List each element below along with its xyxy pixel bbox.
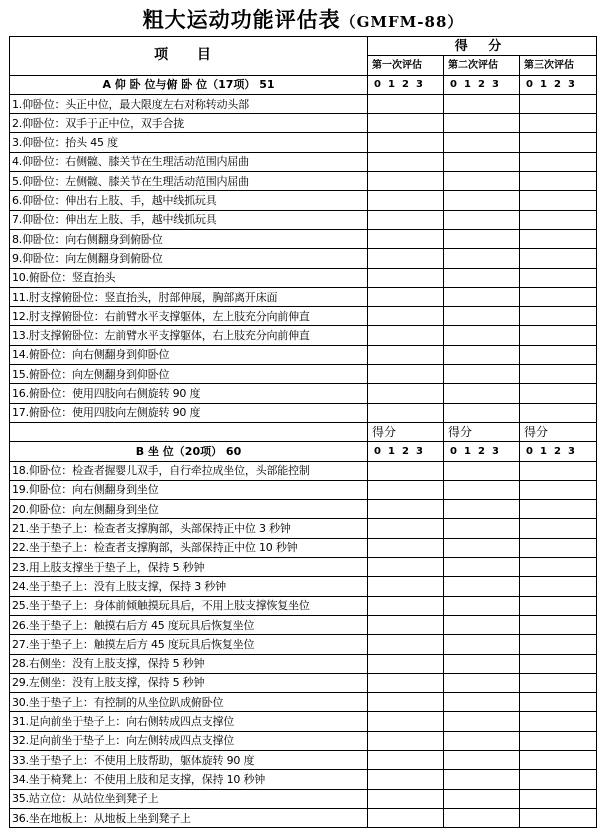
score-cell-eval-1[interactable]: [368, 538, 444, 557]
score-cell-eval-3[interactable]: [520, 345, 597, 364]
score-cell-eval-2[interactable]: [444, 210, 520, 229]
score-cell-eval-3[interactable]: [520, 693, 597, 712]
item-row: [10, 191, 597, 210]
item-row: [10, 673, 597, 692]
score-cell-eval-2[interactable]: [444, 461, 520, 480]
score-cell-eval-1[interactable]: [368, 712, 444, 731]
score-cell-eval-3[interactable]: [520, 750, 597, 769]
score-cell-eval-3[interactable]: [520, 480, 597, 499]
score-cell-eval-3[interactable]: [520, 519, 597, 538]
item-row: [10, 287, 597, 306]
score-cell-eval-1[interactable]: [368, 558, 444, 577]
item-label: 19.仰卧位：向右侧翻身到坐位: [10, 480, 368, 499]
score-cell-eval-2[interactable]: [444, 808, 520, 827]
item-row: [10, 480, 597, 499]
item-label: 35.站立位：从站位坐到凳子上: [10, 789, 368, 808]
score-cell-eval-3[interactable]: [520, 229, 597, 248]
item-label: 5.仰卧位：左侧髋、膝关节在生理活动范围内屈曲: [10, 172, 368, 191]
score-cell-eval-2[interactable]: [444, 94, 520, 113]
score-cell-eval-1[interactable]: [368, 403, 444, 422]
item-row: [10, 693, 597, 712]
item-row: [10, 789, 597, 808]
item-row: [10, 538, 597, 557]
scale-eval-1: 0 1 2 3: [368, 75, 444, 94]
score-cell-eval-3[interactable]: [520, 673, 597, 692]
score-cell-eval-2[interactable]: [444, 307, 520, 326]
score-cell-eval-2[interactable]: [444, 519, 520, 538]
item-label: 20.仰卧位：向左侧翻身到坐位: [10, 500, 368, 519]
score-cell-eval-3[interactable]: [520, 191, 597, 210]
score-cell-eval-1[interactable]: [368, 191, 444, 210]
item-row: [10, 577, 597, 596]
item-label: 26.坐于垫子上：触摸右后方 45 度玩具后恢复坐位: [10, 615, 368, 634]
score-label-eval-2: 得分: [444, 422, 520, 441]
eval-2-header: 第二次评估: [444, 56, 520, 75]
score-cell-eval-3[interactable]: [520, 403, 597, 422]
score-cell-eval-1[interactable]: [368, 577, 444, 596]
score-cell-eval-2[interactable]: [444, 615, 520, 634]
score-cell-eval-1[interactable]: [368, 789, 444, 808]
blank-cell: [10, 422, 368, 441]
item-row: [10, 152, 597, 171]
item-label: 29.左侧坐：没有上肢支撑，保持 5 秒钟: [10, 673, 368, 692]
score-cell-eval-3[interactable]: [520, 615, 597, 634]
item-label: 18.仰卧位：检查者握婴儿双手，自行牵拉成坐位，头部能控制: [10, 461, 368, 480]
item-row: [10, 94, 597, 113]
item-row: [10, 249, 597, 268]
item-row: [10, 635, 597, 654]
item-label: 4.仰卧位：右侧髋、膝关节在生理活动范围内屈曲: [10, 152, 368, 171]
section-a-header: [10, 75, 597, 94]
item-row: [10, 596, 597, 615]
score-cell-eval-2[interactable]: [444, 693, 520, 712]
score-cell-eval-3[interactable]: [520, 172, 597, 191]
score-label-eval-1: 得分: [368, 422, 444, 441]
score-cell-eval-1[interactable]: [368, 654, 444, 673]
score-cell-eval-1[interactable]: [368, 229, 444, 248]
score-cell-eval-1[interactable]: [368, 693, 444, 712]
score-cell-eval-3[interactable]: [520, 307, 597, 326]
score-cell-eval-3[interactable]: [520, 596, 597, 615]
item-label: 2.仰卧位：双手于正中位，双手合拢: [10, 114, 368, 133]
item-row: [10, 210, 597, 229]
score-cell-eval-2[interactable]: [444, 770, 520, 789]
item-row: [10, 770, 597, 789]
score-cell-eval-2[interactable]: [444, 345, 520, 364]
item-label: 33.坐于垫子上：不使用上肢帮助，躯体旋转 90 度: [10, 750, 368, 769]
item-label: 16.俯卧位：使用四肢向右侧旋转 90 度: [10, 384, 368, 403]
score-cell-eval-2[interactable]: [444, 114, 520, 133]
item-label: 11.肘支撑俯卧位：竖直抬头，肘部伸展，胸部离开床面: [10, 287, 368, 306]
score-cell-eval-1[interactable]: [368, 345, 444, 364]
item-row: [10, 500, 597, 519]
score-cell-eval-2[interactable]: [444, 577, 520, 596]
item-row: [10, 519, 597, 538]
item-label: 28.右侧坐：没有上肢支撑，保持 5 秒钟: [10, 654, 368, 673]
score-cell-eval-1[interactable]: [368, 268, 444, 287]
score-cell-eval-2[interactable]: [444, 172, 520, 191]
score-cell-eval-1[interactable]: [368, 287, 444, 306]
item-label: 13.肘支撑俯卧位：左前臂水平支撑躯体，右上肢充分向前伸直: [10, 326, 368, 345]
score-cell-eval-3[interactable]: [520, 500, 597, 519]
score-cell-eval-3[interactable]: [520, 114, 597, 133]
score-cell-eval-2[interactable]: [444, 229, 520, 248]
item-label: 31.足向前坐于垫子上：向右侧转成四点支撑位: [10, 712, 368, 731]
item-label: 30.坐于垫子上：有控制的从坐位趴成俯卧位: [10, 693, 368, 712]
section-a-title: A 仰 卧 位与俯 卧 位（17项） 51: [10, 75, 368, 94]
score-cell-eval-3[interactable]: [520, 577, 597, 596]
item-row: [10, 229, 597, 248]
section-b-header: [10, 442, 597, 461]
score-cell-eval-1[interactable]: [368, 152, 444, 171]
score-cell-eval-1[interactable]: [368, 500, 444, 519]
score-cell-eval-3[interactable]: [520, 538, 597, 557]
page-title: [0, 4, 606, 34]
item-row: [10, 615, 597, 634]
item-row: [10, 172, 597, 191]
score-cell-eval-2[interactable]: [444, 558, 520, 577]
score-cell-eval-3[interactable]: [520, 365, 597, 384]
score-cell-eval-3[interactable]: [520, 94, 597, 113]
item-row: [10, 345, 597, 364]
score-cell-eval-1[interactable]: [368, 480, 444, 499]
score-cell-eval-3[interactable]: [520, 731, 597, 750]
eval-1-header: 第一次评估: [368, 56, 444, 75]
score-cell-eval-1[interactable]: [368, 731, 444, 750]
score-cell-eval-3[interactable]: [520, 326, 597, 345]
scale-b-eval-3: 0 1 2 3: [520, 442, 597, 461]
item-label: 23.用上肢支撑坐于垫子上，保持 5 秒钟: [10, 558, 368, 577]
score-cell-eval-3[interactable]: [520, 152, 597, 171]
score-cell-eval-2[interactable]: [444, 538, 520, 557]
scale-b-eval-2: 0 1 2 3: [444, 442, 520, 461]
item-label: 12.肘支撑俯卧位：右前臂水平支撑躯体，左上肢充分向前伸直: [10, 307, 368, 326]
score-cell-eval-1[interactable]: [368, 673, 444, 692]
score-cell-eval-2[interactable]: [444, 750, 520, 769]
score-cell-eval-2[interactable]: [444, 152, 520, 171]
item-label: 15.俯卧位：向左侧翻身到仰卧位: [10, 365, 368, 384]
score-cell-eval-3[interactable]: [520, 287, 597, 306]
score-cell-eval-2[interactable]: [444, 654, 520, 673]
score-cell-eval-1[interactable]: [368, 596, 444, 615]
item-label: 24.坐于垫子上：没有上肢支撑，保持 3 秒钟: [10, 577, 368, 596]
item-row: [10, 114, 597, 133]
item-row: [10, 326, 597, 345]
scale-eval-3: 0 1 2 3: [520, 75, 597, 94]
score-cell-eval-1[interactable]: [368, 461, 444, 480]
score-cell-eval-1[interactable]: [368, 365, 444, 384]
item-row: [10, 384, 597, 403]
score-cell-eval-3[interactable]: [520, 558, 597, 577]
score-header: 得 分: [368, 37, 597, 56]
item-label: 21.坐于垫子上：检查者支撑胸部，头部保持正中位 3 秒钟: [10, 519, 368, 538]
item-label: 34.坐于椅凳上：不使用上肢和足支撑，保持 10 秒钟: [10, 770, 368, 789]
item-label: 1.仰卧位：头正中位，最大限度左右对称转动头部: [10, 94, 368, 113]
score-cell-eval-1[interactable]: [368, 210, 444, 229]
score-cell-eval-1[interactable]: [368, 770, 444, 789]
score-cell-eval-1[interactable]: [368, 249, 444, 268]
score-cell-eval-2[interactable]: [444, 673, 520, 692]
item-label: 8.仰卧位：向右侧翻身到俯卧位: [10, 229, 368, 248]
item-row: [10, 268, 597, 287]
item-row: [10, 558, 597, 577]
score-cell-eval-3[interactable]: [520, 654, 597, 673]
item-label: 25.坐于垫子上：身体前倾触摸玩具后，不用上肢支撑恢复坐位: [10, 596, 368, 615]
score-cell-eval-1[interactable]: [368, 808, 444, 827]
score-cell-eval-3[interactable]: [520, 789, 597, 808]
score-cell-eval-1[interactable]: [368, 635, 444, 654]
score-cell-eval-1[interactable]: [368, 519, 444, 538]
score-cell-eval-2[interactable]: [444, 403, 520, 422]
score-cell-eval-3[interactable]: [520, 635, 597, 654]
score-cell-eval-2[interactable]: [444, 249, 520, 268]
section-b-title: B 坐 位（20项） 60: [10, 442, 368, 461]
item-row: [10, 133, 597, 152]
item-row: [10, 403, 597, 422]
score-cell-eval-1[interactable]: [368, 750, 444, 769]
score-cell-eval-1[interactable]: [368, 326, 444, 345]
header-row-1: [10, 37, 597, 56]
score-cell-eval-2[interactable]: [444, 384, 520, 403]
item-label: 3.仰卧位：抬头 45 度: [10, 133, 368, 152]
score-cell-eval-3[interactable]: [520, 268, 597, 287]
item-row: [10, 808, 597, 827]
item-column-header: 项 目: [10, 37, 368, 76]
item-label: 17.俯卧位：使用四肢向左侧旋转 90 度: [10, 403, 368, 422]
score-cell-eval-2[interactable]: [444, 268, 520, 287]
score-cell-eval-2[interactable]: [444, 287, 520, 306]
score-cell-eval-1[interactable]: [368, 114, 444, 133]
item-label: 36.坐在地板上：从地板上坐到凳子上: [10, 808, 368, 827]
score-cell-eval-2[interactable]: [444, 712, 520, 731]
title-subtitle: （GMFM-88）: [340, 13, 464, 31]
score-cell-eval-2[interactable]: [444, 133, 520, 152]
score-cell-eval-3[interactable]: [520, 770, 597, 789]
item-row: [10, 461, 597, 480]
score-cell-eval-2[interactable]: [444, 365, 520, 384]
item-label: 32.足向前坐于垫子上：向左侧转成四点支撑位: [10, 731, 368, 750]
score-cell-eval-2[interactable]: [444, 789, 520, 808]
score-label-row: [10, 422, 597, 441]
item-row: [10, 712, 597, 731]
score-cell-eval-1[interactable]: [368, 384, 444, 403]
score-label-eval-3: 得分: [520, 422, 597, 441]
item-label: 6.仰卧位：伸出右上肢、手，越中线抓玩具: [10, 191, 368, 210]
title-text: 粗大运动功能评估表: [142, 8, 341, 32]
score-cell-eval-3[interactable]: [520, 249, 597, 268]
score-cell-eval-2[interactable]: [444, 480, 520, 499]
score-cell-eval-2[interactable]: [444, 596, 520, 615]
item-label: 10.俯卧位：竖直抬头: [10, 268, 368, 287]
score-cell-eval-2[interactable]: [444, 500, 520, 519]
item-row: [10, 750, 597, 769]
score-cell-eval-1[interactable]: [368, 307, 444, 326]
score-cell-eval-1[interactable]: [368, 615, 444, 634]
score-cell-eval-3[interactable]: [520, 461, 597, 480]
score-cell-eval-3[interactable]: [520, 210, 597, 229]
item-row: [10, 365, 597, 384]
item-row: [10, 731, 597, 750]
score-cell-eval-3[interactable]: [520, 384, 597, 403]
score-cell-eval-1[interactable]: [368, 133, 444, 152]
eval-3-header: 第三次评估: [520, 56, 597, 75]
score-cell-eval-2[interactable]: [444, 191, 520, 210]
item-label: 22.坐于垫子上：检查者支撑胸部，头部保持正中位 10 秒钟: [10, 538, 368, 557]
score-cell-eval-1[interactable]: [368, 172, 444, 191]
score-cell-eval-2[interactable]: [444, 326, 520, 345]
item-label: 27.坐于垫子上：触摸左后方 45 度玩具后恢复坐位: [10, 635, 368, 654]
score-cell-eval-3[interactable]: [520, 712, 597, 731]
score-cell-eval-1[interactable]: [368, 94, 444, 113]
scale-b-eval-1: 0 1 2 3: [368, 442, 444, 461]
item-row: [10, 654, 597, 673]
score-cell-eval-3[interactable]: [520, 133, 597, 152]
score-cell-eval-2[interactable]: [444, 731, 520, 750]
item-label: 7.仰卧位：伸出左上肢、手，越中线抓玩具: [10, 210, 368, 229]
item-row: [10, 307, 597, 326]
item-label: 9.仰卧位：向左侧翻身到俯卧位: [10, 249, 368, 268]
score-cell-eval-2[interactable]: [444, 635, 520, 654]
score-cell-eval-3[interactable]: [520, 808, 597, 827]
gmfm-table: [9, 36, 597, 828]
scale-eval-2: 0 1 2 3: [444, 75, 520, 94]
item-label: 14.俯卧位：向右侧翻身到仰卧位: [10, 345, 368, 364]
